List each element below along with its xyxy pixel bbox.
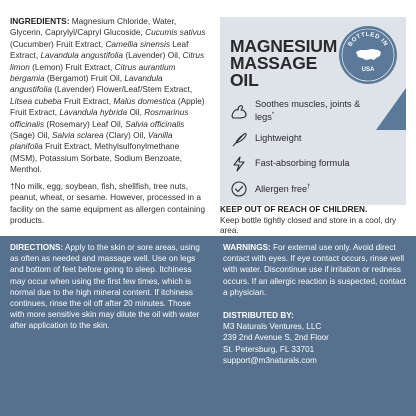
feature-item-lightweight [230,130,370,148]
ingredient-text: Fruit Extract, [61,95,114,106]
ingredient-text: (Cucumber) Fruit Extract, [10,38,106,49]
feature-label: Allergen free† [255,184,311,195]
storage-text: Keep bottle tightly closed and store in a cool, dry area. [220,215,397,236]
ingredient-botanical-name: Lavandula hybrida [59,107,128,118]
ingredient-text: (Clary) Oil, [103,130,148,141]
distributor-email: support@m3naturals.com [223,355,317,365]
ingredient-botanical-name: Citrus limon [10,50,205,72]
ingredient-text: Leaf Extract, [10,38,189,61]
ingredient-text: Oil, [127,107,145,118]
distributor-city: St. Petersburg, FL 33701 [223,344,315,354]
ingredient-text: (Apple) Fruit Extract, [10,95,205,118]
ingredient-botanical-name: Rosmarinus officinalis [10,107,189,129]
ingredients-list [10,16,206,174]
ingredient-botanical-name: Vanilla planifolia [10,130,173,152]
ingredient-text: Magnesium Chloride, Water, Glycerin, Caprylyl/Capryl Glucoside, [10,16,177,38]
distributor-street: 239 2nd Avenue S, 2nd Floor [223,333,329,343]
ingredient-text: Fruit Extract, Methylsulfonylmethane (MSM), Potassium Sorbate, Sodium Benzoate, Menthol. [10,141,183,175]
lightning-bolt-icon [230,155,248,173]
feather-icon [230,130,248,148]
feature-label: Soothes muscles, joints & legs* [255,99,361,122]
distributor-block [223,310,409,366]
usa-seal-icon [338,25,398,85]
ingredients-label: INGREDIENTS: [10,16,70,26]
directions-text: Apply to the skin or sore areas, using as often as needed and massage well. Use on legs and bottom of feet before going to sleep. Itchiness may occur when using the first few times, which is normal due to the high mineral content. If itchiness continues, rinse the oil off after 20 minutes. Those with more sensitive skin may dilute the oil with water after application to the skin. [10,243,200,331]
distributor-company: M3 Naturals Ventures, LLC [223,322,322,332]
ingredient-text: (Rosemary) Leaf Oil, [44,118,126,129]
seal-top-text: BOTTLED IN [347,31,389,48]
storage-heading: KEEP OUT OF REACH OF CHILDREN. [220,205,368,214]
bottled-in-usa-seal [338,25,398,85]
corner-accent [376,88,406,130]
ingredient-botanical-name: Salvia sclarea [51,130,104,141]
product-panel [220,17,406,205]
directions-block [10,242,206,332]
ingredients-text [10,16,206,176]
ingredient-text: (Lavender) Oil, [123,50,183,61]
ingredient-botanical-name: Salvia officinalis [125,118,185,129]
storage-notice [220,205,410,237]
directions-label: DIRECTIONS: [10,243,64,252]
muscle-arm-icon [230,102,248,120]
ingredients-block [10,16,206,226]
product-title: MAGNESIUM MASSAGE OIL [230,36,338,90]
warnings-text: For external use only. Avoid direct contact with eyes. If eye contact occurs, rinse well with water. Discontinue use if irritation or redness occurs. If an allergic reaction is suspected, contact a physician. [223,243,406,297]
ingredient-text: (Sage) Oil, [10,130,52,141]
ingredient-text: (Lemon) Fruit Extract, [29,61,115,72]
warnings-label: WARNINGS: [223,243,271,252]
ingredient-text: (Bergamot) Fruit Oil, [44,73,125,84]
ingredient-botanical-name: Citrus aurantium bergamia [10,61,176,84]
ingredient-botanical-name: Lavandula angustifolia [10,73,163,95]
label-bottom-section [0,236,416,416]
seal-bottom-text: USA [361,67,375,73]
ingredient-botanical-name: Lavandula angustifolia [40,50,124,61]
feature-list [230,99,370,205]
distributor-label: DISTRIBUTED BY: [223,311,294,321]
feature-item-fast-absorbing [230,155,370,173]
feature-item-allergen-free [230,180,370,198]
feature-label: Fast-absorbing formula [255,158,350,169]
feature-item-soothes [230,99,370,123]
ingredient-botanical-name: Malus domestica [113,95,176,106]
feature-label: Lightweight [255,133,302,144]
ingredient-botanical-name: Camellia sinensis [105,38,170,49]
allergen-note: †No milk, egg, soybean, fish, shellfish, tree nuts, peanut, wheat, or sesame. However, processed in a facility on the same equipment as allergen containing products. [10,180,206,225]
ingredient-botanical-name: Cucumis sativus [145,27,206,38]
ingredient-text: (Lavender) Flower/Leaf/Stem Extract, [51,84,193,95]
warnings-block [223,242,409,366]
ingredient-botanical-name: Litsea cubeba [10,95,62,106]
checkmark-circle-icon [230,180,248,198]
